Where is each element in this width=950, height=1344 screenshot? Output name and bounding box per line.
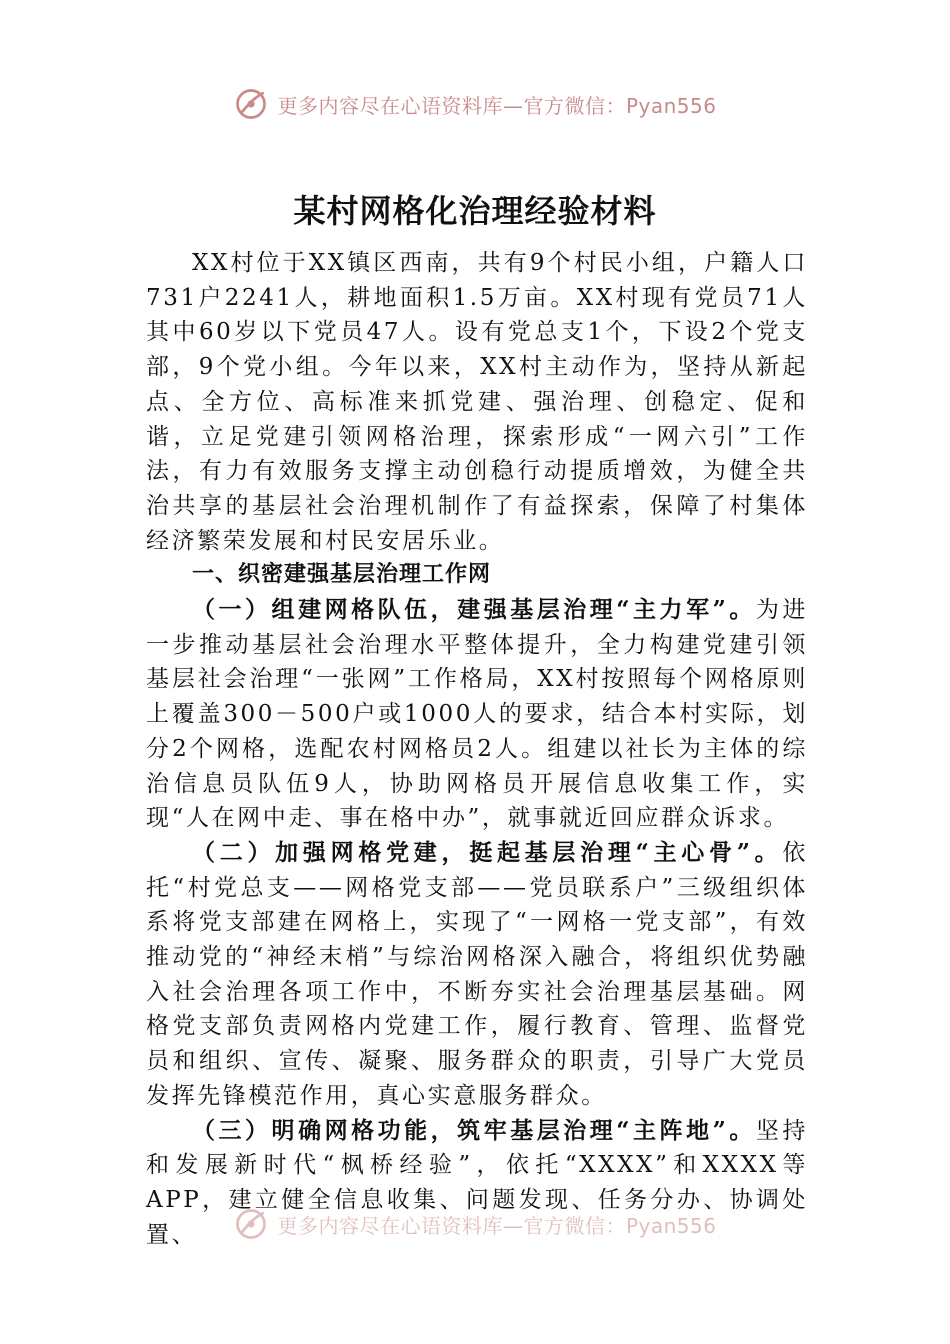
paragraph-item-1	[146, 593, 808, 836]
page-title: 某村网格化治理经验材料	[293, 192, 657, 230]
section-heading: 一、织密建强基层治理工作网	[192, 562, 492, 588]
paragraph-body: 坚持和发展新时代“枫桥经验”，依托“XXXX”和XXXX等APP，建立健全信息收集、问题发现、任务分办、协调处置、	[146, 1117, 808, 1248]
paragraph-body: 依托“村党总支——网格党支部——党员联系户”三级组织体系将党支部建在网格上，实现了“一网格一党支部”，有效推动党的“神经末梢”与综治网格深入融合，将组织优势融入社会治理各项工作中，不断夯实社会治理基层基础。网格党支部负责网格内党建工作，履行教育、管理、监督党员和组织、宣传、凝聚、服务群众的职责，引导广大党员发挥先锋模范作用，真心实意服务群众。	[146, 839, 808, 1109]
paragraph-body: 为进一步推动基层社会治理水平整体提升，全力构建党建引领基层社会治理“一张网”工作格局，XX村按照每个网格原则上覆盖300－500户或1000人的要求，结合本村实际，划分2个网格，选配农村网格员2人。组建以社长为主体的综治信息员队伍9人，协助网格员开展信息收集工作，实现“人在网中走、事在格中办”，就事就近回应群众诉求。	[146, 597, 808, 832]
logo-icon	[233, 1206, 269, 1242]
document-body	[146, 246, 808, 1252]
paragraph-lead: （三）明确网格功能，筑牢基层治理“主阵地”。	[192, 1116, 756, 1144]
paragraph-lead: （一）组建网格队伍，建强基层治理“主力军”。	[192, 596, 756, 624]
watermark-footer	[0, 1204, 950, 1244]
watermark-text: 更多内容尽在心语资料库—官方微信：Pyan556	[277, 93, 717, 118]
paragraph-lead: （二）加强网格党建，挺起基层治理“主心骨”。	[192, 838, 783, 866]
logo-icon	[233, 86, 269, 122]
watermark-header	[0, 84, 950, 124]
intro-paragraph: XX村位于XX镇区西南，共有9个村民小组，户籍人口731户2241人，耕地面积1.5万亩。XX村现有党员71人其中60岁以下党员47人。设有党总支1个，下设2个党支部，9个党小组。今年以来，XX村主动作为，坚持从新起点、全方位、高标准来抓党建、强治理、创稳定、促和谐，立足党建引领网格治理，探索形成“一网六引”工作法，有力有效服务支撑主动创稳行动提质增效，为健全共治共享的基层社会治理机制作了有益探索，保障了村集体经济繁荣发展和村民安居乐业。	[146, 250, 808, 554]
watermark-text: 更多内容尽在心语资料库—官方微信：Pyan556	[277, 1213, 717, 1238]
paragraph-item-2	[146, 836, 808, 1114]
